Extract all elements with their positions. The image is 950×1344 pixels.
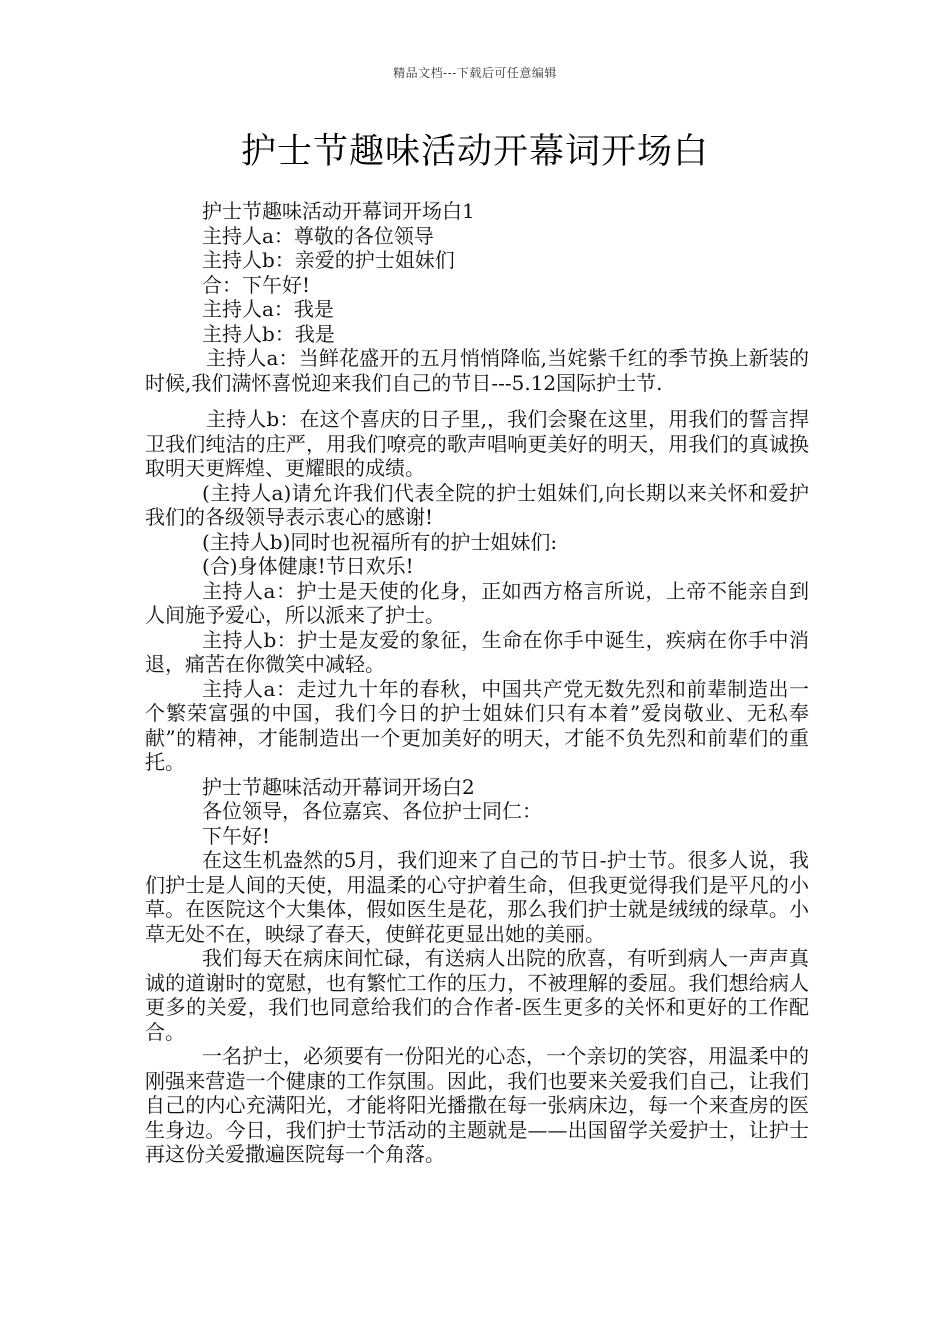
- paragraph: 下午好!: [202, 823, 271, 848]
- paragraph: 主持人a：当鲜花盛开的五月悄悄降临,当姹紫千红的季节换上新装的时候,我们满怀喜悦迎来我们自己的节日---5.12国际护士节.: [145, 346, 809, 395]
- header-note: 精品文档---下载后可任意编辑: [393, 66, 557, 80]
- paragraph: 护士节趣味活动开幕词开场白2: [202, 774, 475, 799]
- paragraph: 一名护士，必须要有一份阳光的心态，一个亲切的笑容，用温柔中的刚强来营造一个健康的工作氛围。因此，我们也要来关爱我们自己，让我们自己的内心充满阳光，才能将阳光播撒在每一张病床边，每一个来查房的医生身边。今日，我们护士节活动的主题就是——出国留学关爱护士，让护士再这份关爱撒遍医院每一个角落。: [145, 1044, 809, 1166]
- paragraph: (主持人b)同时也祝福所有的护士姐妹们:: [202, 529, 558, 554]
- document-body: [145, 199, 809, 1167]
- paragraph: 主持人a：我是: [202, 297, 334, 321]
- paragraph: (主持人a)请允许我们代表全院的护士姐妹们,向长期以来关怀和爱护我们的各级领导表示衷心的感谢!: [145, 480, 809, 529]
- paragraph: 主持人a：尊敬的各位领导: [202, 223, 434, 248]
- paragraph: 在这生机盎然的5月，我们迎来了自己的节日-护士节。很多人说，我们护士是人间的天使，用温柔的心守护着生命，但我更觉得我们是平凡的小草。在医院这个大集体，假如医生是花，那么我们护士就是绒绒的绿草。小草无处不在，映绿了春天，使鲜花更显出她的美丽。: [145, 848, 809, 946]
- paragraph: 主持人b：护士是友爱的象征，生命在你手中诞生，疾病在你手中消退，痛苦在你微笑中减轻。: [145, 627, 809, 676]
- paragraph: 各位领导，各位嘉宾、各位护士同仁：: [202, 799, 542, 823]
- paragraph: 主持人b：我是: [202, 321, 335, 346]
- paragraph: 主持人a：走过九十年的春秋，中国共产党无数先烈和前辈制造出一个繁荣富强的中国，我们今日的护士姐妹们只有本着”爱岗敬业、无私奉献”的精神，才能制造出一个更加美好的明天，才能不负先烈和前辈们的重托。: [145, 676, 809, 774]
- paragraph: 主持人a：护士是天使的化身，正如西方格言所说，上帝不能亲自到人间施予爱心，所以派来了护士。: [145, 578, 809, 627]
- paragraph: (合)身体健康!节日欢乐!: [202, 554, 414, 578]
- document-title: 护士节趣味活动开幕词开场白: [240, 132, 709, 172]
- paragraph: 护士节趣味活动开幕词开场白1: [202, 199, 475, 223]
- paragraph: 主持人b：亲爱的护士姐妹们: [202, 248, 455, 272]
- paragraph: 我们每天在病床间忙碌，有送病人出院的欣喜，有听到病人一声声真诚的道谢时的宽慰，也有繁忙工作的压力，不被理解的委屈。我们想给病人更多的关爱，我们也同意给我们的合作者-医生更多的关怀和更好的工作配合。: [145, 946, 809, 1044]
- paragraph: 合：下午好!: [202, 272, 311, 297]
- paragraph: 主持人b：在这个喜庆的日子里,，我们会聚在这里，用我们的誓言捍卫我们纯洁的庄严，用我们嘹亮的歌声唱响更美好的明天，用我们的真诚换取明天更辉煌、更耀眼的成绩。: [145, 407, 809, 480]
